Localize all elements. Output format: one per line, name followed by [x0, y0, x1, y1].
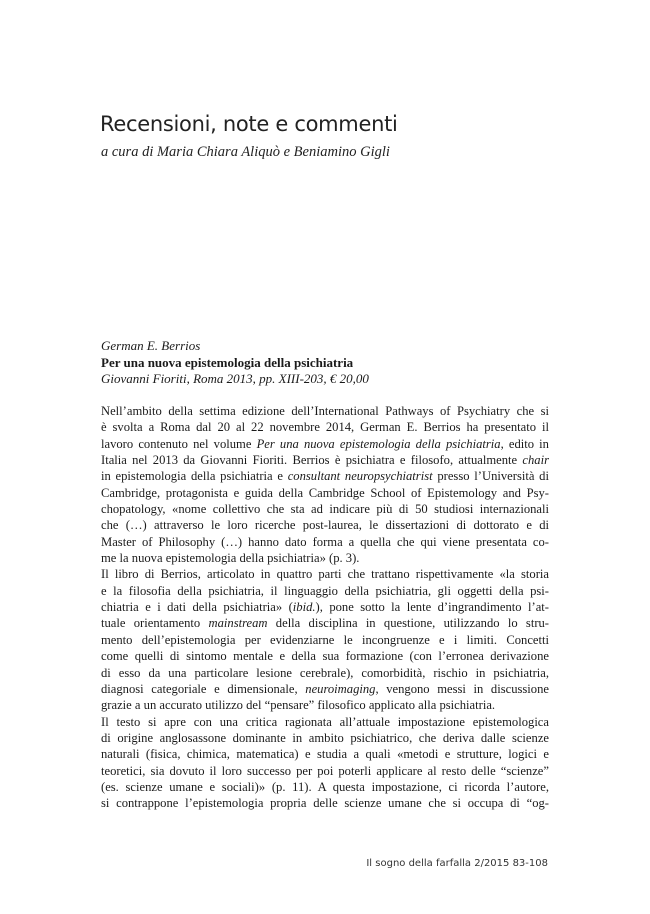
text-line: si contrappone l’epistemologia propria delle scienze umane che si occupa di “og-	[101, 796, 549, 811]
text-line: come quelli di sintomo mentale e della sua formazione (con l’erronea derivazione	[101, 649, 549, 664]
text-line: naturali (fisica, chimica, matematica) e studia a quali «metodi e strutture, logici e	[101, 747, 549, 762]
text-line: che (…) attraverso le loro ricerche post-laurea, le dissertazioni di dottorato e di	[101, 518, 549, 533]
review-paragraph-2	[101, 566, 549, 713]
text-line: Nell’ambito della settima edizione dell’International Pathways of Psychiatry che si	[101, 404, 549, 418]
book-title-reference: Per una nuova epistemologia della psichiatria	[256, 436, 501, 451]
text-line: diagnosi categoriale e dimensionale, neuroimaging, vengono messi in discussione	[101, 681, 549, 696]
text-line: mento dell’epistemologia per evidenziarne le incongruenze e i limiti. Concetti	[101, 632, 549, 647]
review-body	[101, 403, 549, 812]
text-line: Cambridge, protagonista e guida della Cambridge School of Epistemology and Psy-	[101, 485, 549, 500]
text-line: teoretici, sia dovuto il loro successo per poi poterli applicare al resto delle “scienze”	[101, 763, 549, 778]
text-line: Il libro di Berrios, articolato in quattro parti che trattano rispettivamente «la storia	[101, 567, 549, 582]
text-line: chopatology, «nome collettivo che sta ad indicare più di 50 studiosi internazionali	[101, 502, 549, 517]
book-title: Per una nuova epistemologia della psichiatria	[101, 354, 354, 370]
text-line: è svolta a Roma dal 20 al 22 novembre 2014, German E. Berrios ha presentato il	[101, 420, 549, 435]
review-paragraph-3	[101, 714, 549, 812]
text-line: me la nuova epistemologia della psichiatria» (p. 3).	[101, 551, 360, 566]
text-line: Il testo si apre con una critica ragionata all’attuale impostazione epistemologica	[101, 714, 549, 729]
review-paragraph-1	[101, 403, 549, 566]
text-line: tuale orientamento mainstream della disciplina in questione, utilizzando lo stru-	[101, 616, 549, 631]
book-publisher: Giovanni Fioriti, Roma 2013, pp. XIII-203, € 20,00	[101, 371, 369, 386]
text-line: di esso da una particolare lesione cerebrale), comorbidità, rischio in psichiatria,	[101, 665, 549, 680]
text-line: grazie a un accurato utilizzo del “pensare” filosofico applicato alla psichiatria.	[101, 698, 496, 713]
text-line: Master of Philosophy (…) hanno dato forma a quella che qui viene presentata co-	[101, 534, 549, 549]
section-title: Recensioni, note e commenti	[100, 112, 398, 136]
text-line: chiatria e i dati della psichiatria» (ibid.), pone sotto la lente d’ingrandimento l’at-	[101, 600, 549, 615]
text-line: (es. scienze umane e sociali)» (p. 11). A questa impostazione, ci ricorda l’autore,	[101, 779, 549, 794]
text-line: di origine anglosassone dominante in ambito psichiatrico, che deriva dalle scienze	[101, 730, 549, 745]
text-line: lavoro contenuto nel volume Per una nuova epistemologia della psichiatria, edito in	[101, 436, 549, 451]
book-info	[101, 338, 369, 388]
text-line: in epistemologia della psichiatria e consultant neuropsychiatrist presso l’Università di	[101, 469, 549, 484]
journal-footer: Il sogno della farfalla 2/2015 83-108	[366, 858, 548, 869]
text-line: e la filosofia della psichiatria, il linguaggio della psichiatria, gli oggetti della psi-	[101, 583, 549, 598]
text-line: Italia nel 2013 da Giovanni Fioriti. Berrios è psichiatra e filosofo, attualmente chair	[101, 453, 549, 468]
book-author: German E. Berrios	[101, 338, 201, 353]
section-editors: a cura di Maria Chiara Aliquò e Beniamino Gigli	[101, 144, 390, 160]
